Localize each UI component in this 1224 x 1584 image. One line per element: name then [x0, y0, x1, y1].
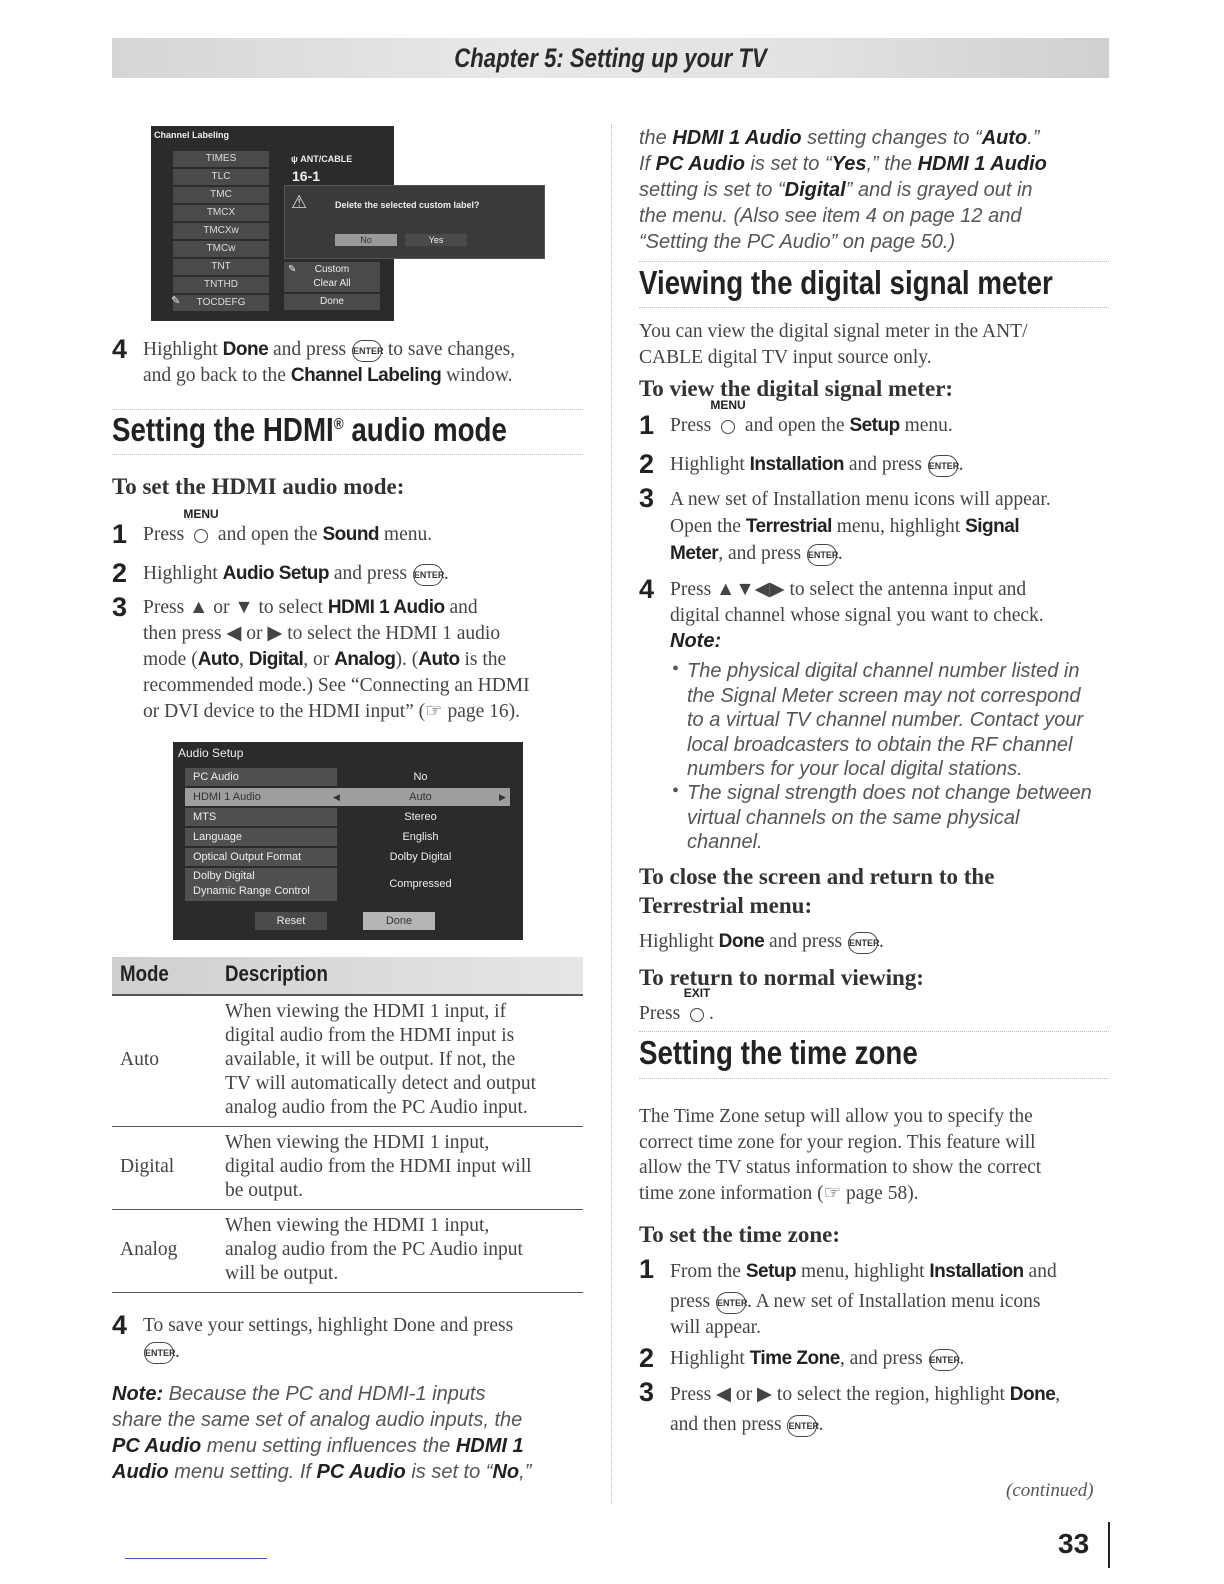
- enter-icon: ENTER: [929, 1349, 959, 1371]
- step-number: 1: [112, 519, 128, 549]
- reset-button[interactable]: Reset: [255, 912, 327, 930]
- screen-title: Audio Setup: [178, 746, 244, 760]
- page-number-rule: [1108, 1522, 1110, 1568]
- done-menu-item[interactable]: Done: [284, 294, 380, 310]
- step-number: 2: [639, 1343, 655, 1373]
- meter-step-3: A new set of Installation menu icons will appear. Open the Terrestrial menu, highlight Signal Meter, and press ENTER.: [670, 489, 1051, 564]
- dialog-text: Delete the selected custom label?: [335, 200, 480, 210]
- step-4-text: Highlight Done and press ENTER to save changes, and go back to the Channel Labeling window.: [143, 339, 516, 386]
- continued-label: (continued): [1006, 1480, 1094, 1501]
- channel-item[interactable]: TMCw: [173, 241, 269, 257]
- rule: [112, 409, 583, 410]
- header-mode: Mode: [120, 961, 169, 986]
- step-number: 1: [639, 410, 655, 440]
- mts-row[interactable]: MTS: [185, 808, 337, 826]
- note-bullet-2: The signal strength does not change between virtual channels on the same physical channel.: [687, 782, 1092, 853]
- pc-audio-row[interactable]: PC Audio: [185, 768, 337, 786]
- enter-icon: ENTER: [413, 564, 443, 586]
- mode-table: [112, 957, 583, 1293]
- mode-cell: Auto: [120, 1049, 159, 1070]
- header-description: Description: [225, 961, 328, 986]
- source-label: [291, 154, 352, 164]
- step-number: 4: [112, 1310, 128, 1340]
- subheading-return-viewing: To return to normal viewing:: [639, 965, 924, 990]
- channel-item[interactable]: TNTHD: [173, 277, 269, 293]
- section-heading-signal-meter: Viewing the digital signal meter: [639, 264, 1053, 301]
- footer-link-line: [125, 1558, 267, 1559]
- custom-label: Custom: [314, 264, 350, 275]
- antenna-icon: ψ: [291, 154, 301, 164]
- dolby-drc-row[interactable]: [185, 868, 337, 901]
- rule: [639, 307, 1109, 308]
- pencil-icon: ✎: [171, 295, 181, 307]
- description-cell: When viewing the HDMI 1 input, if digital audio from the HDMI input is available, it will be output. If not, the TV will automatically detect and output analog audio from the PC Audio input.: [225, 1001, 537, 1118]
- rule: [639, 1031, 1109, 1032]
- description-cell: When viewing the HDMI 1 input, analog audio from the PC Audio input will be output.: [225, 1215, 523, 1284]
- language-row[interactable]: Language: [185, 828, 337, 846]
- channel-item[interactable]: TNT: [173, 259, 269, 275]
- menu-key-icon: MENU: [716, 413, 740, 439]
- exit-key-icon: EXIT: [685, 1001, 709, 1027]
- source-text: ANT/CABLE: [300, 154, 353, 164]
- pencil-icon: ✎: [288, 264, 297, 275]
- yes-button[interactable]: Yes: [405, 234, 467, 246]
- subheading-view-meter: To view the digital signal meter:: [639, 376, 954, 401]
- chapter-header: [112, 38, 1109, 78]
- dolby-label-1: Dolby Digital: [193, 870, 255, 882]
- tz-step-2: Highlight Time Zone, and press ENTER.: [670, 1348, 965, 1369]
- channel-item[interactable]: TMC: [173, 187, 269, 203]
- step-number: 3: [639, 1377, 655, 1407]
- channel-item[interactable]: TIMES: [173, 151, 269, 167]
- hdmi-audio-value: Auto: [409, 791, 432, 803]
- section-heading-time-zone: Setting the time zone: [639, 1034, 918, 1071]
- tz-step-1: From the Setup menu, highlight Installation and press ENTER. A new set of Installation menu icons will appear.: [670, 1261, 1057, 1338]
- table-row: [112, 1127, 583, 1210]
- channel-item[interactable]: TMCXw: [173, 223, 269, 239]
- step-3-text: Press ▲ or ▼ to select HDMI 1 Audio and then press ◀ or ▶ to select the HDMI 1 audio mode (Auto, Digital, or Analog). (Auto is the recommended mode.) See “Connecting an HDMI or DVI device to the HDMI input” (☞ page 16).: [143, 597, 530, 722]
- enter-icon: ENTER: [352, 340, 382, 362]
- delete-dialog: [284, 185, 545, 259]
- table-row: [112, 1210, 583, 1293]
- step-number: 2: [639, 449, 655, 479]
- pc-audio-value: No: [413, 771, 428, 783]
- clear-all-menu-item[interactable]: Clear All: [284, 276, 380, 292]
- enter-icon: ENTER: [144, 1342, 174, 1364]
- menu-key-icon: MENU: [189, 522, 213, 548]
- optical-output-value: Dolby Digital: [389, 851, 452, 863]
- enter-icon: ENTER: [787, 1415, 817, 1437]
- table-header: [112, 957, 583, 996]
- chapter-title: Chapter 5: Setting up your TV: [454, 43, 767, 73]
- note-hdmi-audio: Note: Because the PC and HDMI-1 inputs share the same set of analog audio inputs, the PC Audio menu setting influences the HDMI 1 Audio menu setting. If PC Audio is set to “No,”: [112, 1383, 532, 1483]
- done-button[interactable]: Done: [363, 912, 435, 930]
- bullet: •: [672, 780, 680, 802]
- language-value: English: [402, 831, 439, 843]
- mode-cell: Analog: [120, 1239, 178, 1260]
- column-divider: [611, 124, 612, 1504]
- section-heading-hdmi: Setting the HDMI® audio mode: [112, 411, 507, 448]
- step-2-text: Highlight Audio Setup and press ENTER.: [143, 563, 449, 584]
- meter-step-4: Press ▲▼◀▶ to select the antenna input and digital channel whose signal you want to check.: [670, 579, 1044, 626]
- screen-title: Channel Labeling: [154, 130, 230, 140]
- note-continued: the HDMI 1 Audio setting changes to “Auto.” If PC Audio is set to “Yes,” the HDMI 1 Audio setting is set to “Digital” and is grayed out in the menu. (Also see item 4 on page 12 and “Setting the PC Audio” on page 50.): [639, 127, 1047, 253]
- enter-icon: ENTER: [716, 1292, 746, 1314]
- close-instruction: Highlight Done and press ENTER.: [639, 931, 884, 952]
- meter-intro: You can view the digital signal meter in the ANT/ CABLE digital TV input source only.: [639, 321, 1028, 368]
- dolby-drc-value: Compressed: [389, 878, 452, 890]
- audio-setup-screen: [173, 742, 523, 940]
- optical-output-row[interactable]: Optical Output Format: [185, 848, 337, 866]
- table-row: [112, 996, 583, 1127]
- step-number: 4: [112, 334, 128, 364]
- meter-step-2: Highlight Installation and press ENTER.: [670, 454, 964, 475]
- meter-note-label: Note:: [670, 630, 722, 652]
- return-instruction: Press EXIT .: [639, 1001, 714, 1027]
- step-number: 3: [112, 592, 128, 622]
- dolby-label-2: Dynamic Range Control: [193, 885, 310, 897]
- step-4-save-text: To save your settings, highlight Done and press ENTER.: [143, 1315, 514, 1362]
- subheading-set-hdmi: To set the HDMI audio mode:: [112, 474, 405, 499]
- channel-item[interactable]: TMCX: [173, 205, 269, 221]
- no-button[interactable]: No: [335, 234, 397, 246]
- channel-number: 16-1: [292, 168, 321, 184]
- channel-item[interactable]: TOCDEFG: [173, 295, 269, 311]
- rule: [112, 454, 583, 455]
- enter-icon: ENTER: [807, 544, 837, 566]
- time-zone-intro: The Time Zone setup will allow you to specify the correct time zone for your region. This feature will allow the TV status information to show the correct time zone information (☞ page 58).: [639, 1106, 1042, 1204]
- mode-cell: Digital: [120, 1156, 175, 1177]
- page-number: 33: [1058, 1528, 1090, 1559]
- tz-step-3: Press ◀ or ▶ to select the region, highlight Done, and then press ENTER.: [670, 1384, 1061, 1435]
- left-arrow-icon: ◀: [333, 792, 340, 802]
- note-bullet-1: The physical digital channel number listed in the Signal Meter screen may not correspond to a virtual TV channel number. Contact your local broadcasters to obtain the RF channel numbers for your local digital stations.: [687, 660, 1084, 780]
- subheading-close-screen: To close the screen and return to the Terrestrial menu:: [639, 864, 995, 918]
- step-number: 3: [639, 483, 655, 513]
- rule: [639, 1078, 1109, 1079]
- description-cell: When viewing the HDMI 1 input, digital audio from the HDMI input will be output.: [225, 1132, 532, 1201]
- enter-icon: ENTER: [928, 455, 958, 477]
- step-number: 2: [112, 558, 128, 588]
- warning-icon: ⚠: [291, 192, 308, 212]
- step-number: 4: [639, 574, 655, 604]
- step-number: 1: [639, 1254, 655, 1284]
- rule: [639, 261, 1109, 262]
- subheading-set-time-zone: To set the time zone:: [639, 1222, 840, 1247]
- right-arrow-icon: ▶: [499, 792, 506, 802]
- step-1-text: Press MENU and open the Sound menu.: [143, 522, 432, 548]
- channel-item[interactable]: TLC: [173, 169, 269, 185]
- bullet: •: [672, 658, 680, 680]
- enter-icon: ENTER: [848, 932, 878, 954]
- mts-value: Stereo: [404, 811, 437, 823]
- hdmi-audio-row: HDMI 1 Audio: [185, 788, 337, 806]
- meter-step-1: Press MENU and open the Setup menu.: [670, 413, 953, 439]
